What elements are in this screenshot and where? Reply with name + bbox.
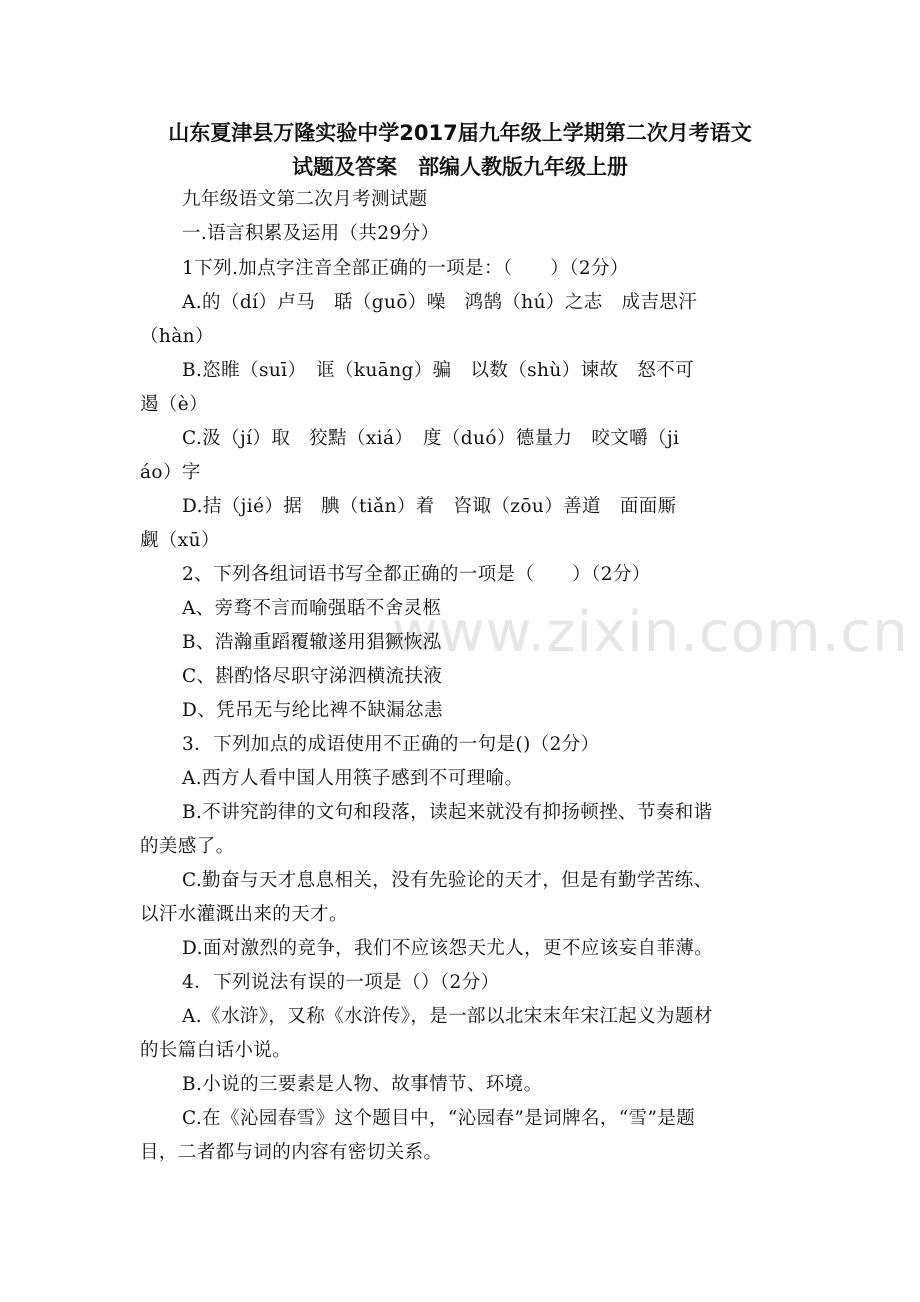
question-3-option-d: D.面对激烈的竞争，我们不应该怨天尤人，更不应该妄自菲薄。 — [182, 938, 714, 959]
question-4-option-b: B.小说的三要素是人物、故事情节、环境。 — [182, 1074, 543, 1095]
question-2-stem: 2、下列各组词语书写全都正确的一项是（ ）（2分） — [182, 564, 651, 585]
watermark-text: www.zixin.com.cn — [392, 600, 909, 665]
question-3-option-c-cont: 以汗水灌溉出来的天才。 — [140, 904, 348, 925]
exam-subtitle: 九年级语文第二次月考测试题 — [182, 189, 428, 210]
question-3-option-c: C.勤奋与天才息息相关，没有先验论的天才，但是有勤学苦练、 — [182, 870, 713, 891]
question-4-option-c: C.在《沁园春雪》这个题目中，“沁园春”是词牌名，“雪”是题 — [182, 1108, 696, 1129]
question-2-option-a: A、旁骛不言而喻强聒不舍灵柩 — [182, 598, 442, 619]
question-2-option-c: C、斟酌恪尽职守涕泗横流扶液 — [182, 666, 443, 687]
question-1-stem: 1下列.加点字注音全部正确的一项是：（ ）（2分） — [182, 258, 629, 279]
question-1-option-c-cont: áo）字 — [140, 462, 201, 483]
question-3-stem: 3．下列加点的成语使用不正确的一句是()（2分） — [182, 734, 600, 755]
question-1-option-b-cont: 遏（è） — [140, 394, 209, 415]
question-1-option-d-cont: 觑（xū） — [140, 530, 220, 551]
question-1-option-b: B.恣睢（suī） 诓（kuāng）骗 以数（shù）谏故 怒不可 — [182, 360, 694, 381]
question-1-option-a-cont: （hàn） — [140, 326, 214, 347]
question-2-option-b: B、浩瀚重蹈覆辙遂用猖獗恢泓 — [182, 632, 442, 653]
section-heading-1: 一.语言积累及运用（共29分） — [182, 223, 440, 244]
question-1-option-c: C.汲（jí）取 狡黠（xiá） 度（duó）德量力 咬文嚼（ji — [182, 428, 680, 449]
document-title-line2: 试题及答案 部编人教版九年级上册 — [292, 155, 628, 179]
question-3-option-b-cont: 的美感了。 — [140, 836, 235, 857]
question-4-stem: 4．下列说法有误的一项是（）（2分） — [182, 972, 500, 993]
question-1-option-d: D.拮（jié）据 腆（tiǎn）着 咨诹（zōu）善道 面面厮 — [182, 496, 677, 517]
question-3-option-a: A.西方人看中国人用筷子感到不可理喻。 — [182, 768, 524, 789]
question-4-option-a-cont: 的长篇白话小说。 — [140, 1040, 292, 1061]
question-4-option-c-cont: 目，二者都与词的内容有密切关系。 — [140, 1142, 443, 1163]
question-3-option-b: B.不讲究韵律的文句和段落，读起来就没有抑扬顿挫、节奏和谐 — [182, 802, 713, 823]
question-2-option-d: D、凭吊无与纶比裨不缺漏忿恚 — [182, 700, 443, 721]
question-1-option-a: A.的（dí）卢马 聒（guō）噪 鸿鹄（hú）之志 成吉思汗 — [182, 292, 698, 313]
question-4-option-a: A.《水浒》，又称《水浒传》，是一部以北宋末年宋江起义为题材 — [182, 1006, 713, 1027]
document-title-line1: 山东夏津县万隆实验中学2017届九年级上学期第二次月考语文 — [168, 121, 752, 145]
